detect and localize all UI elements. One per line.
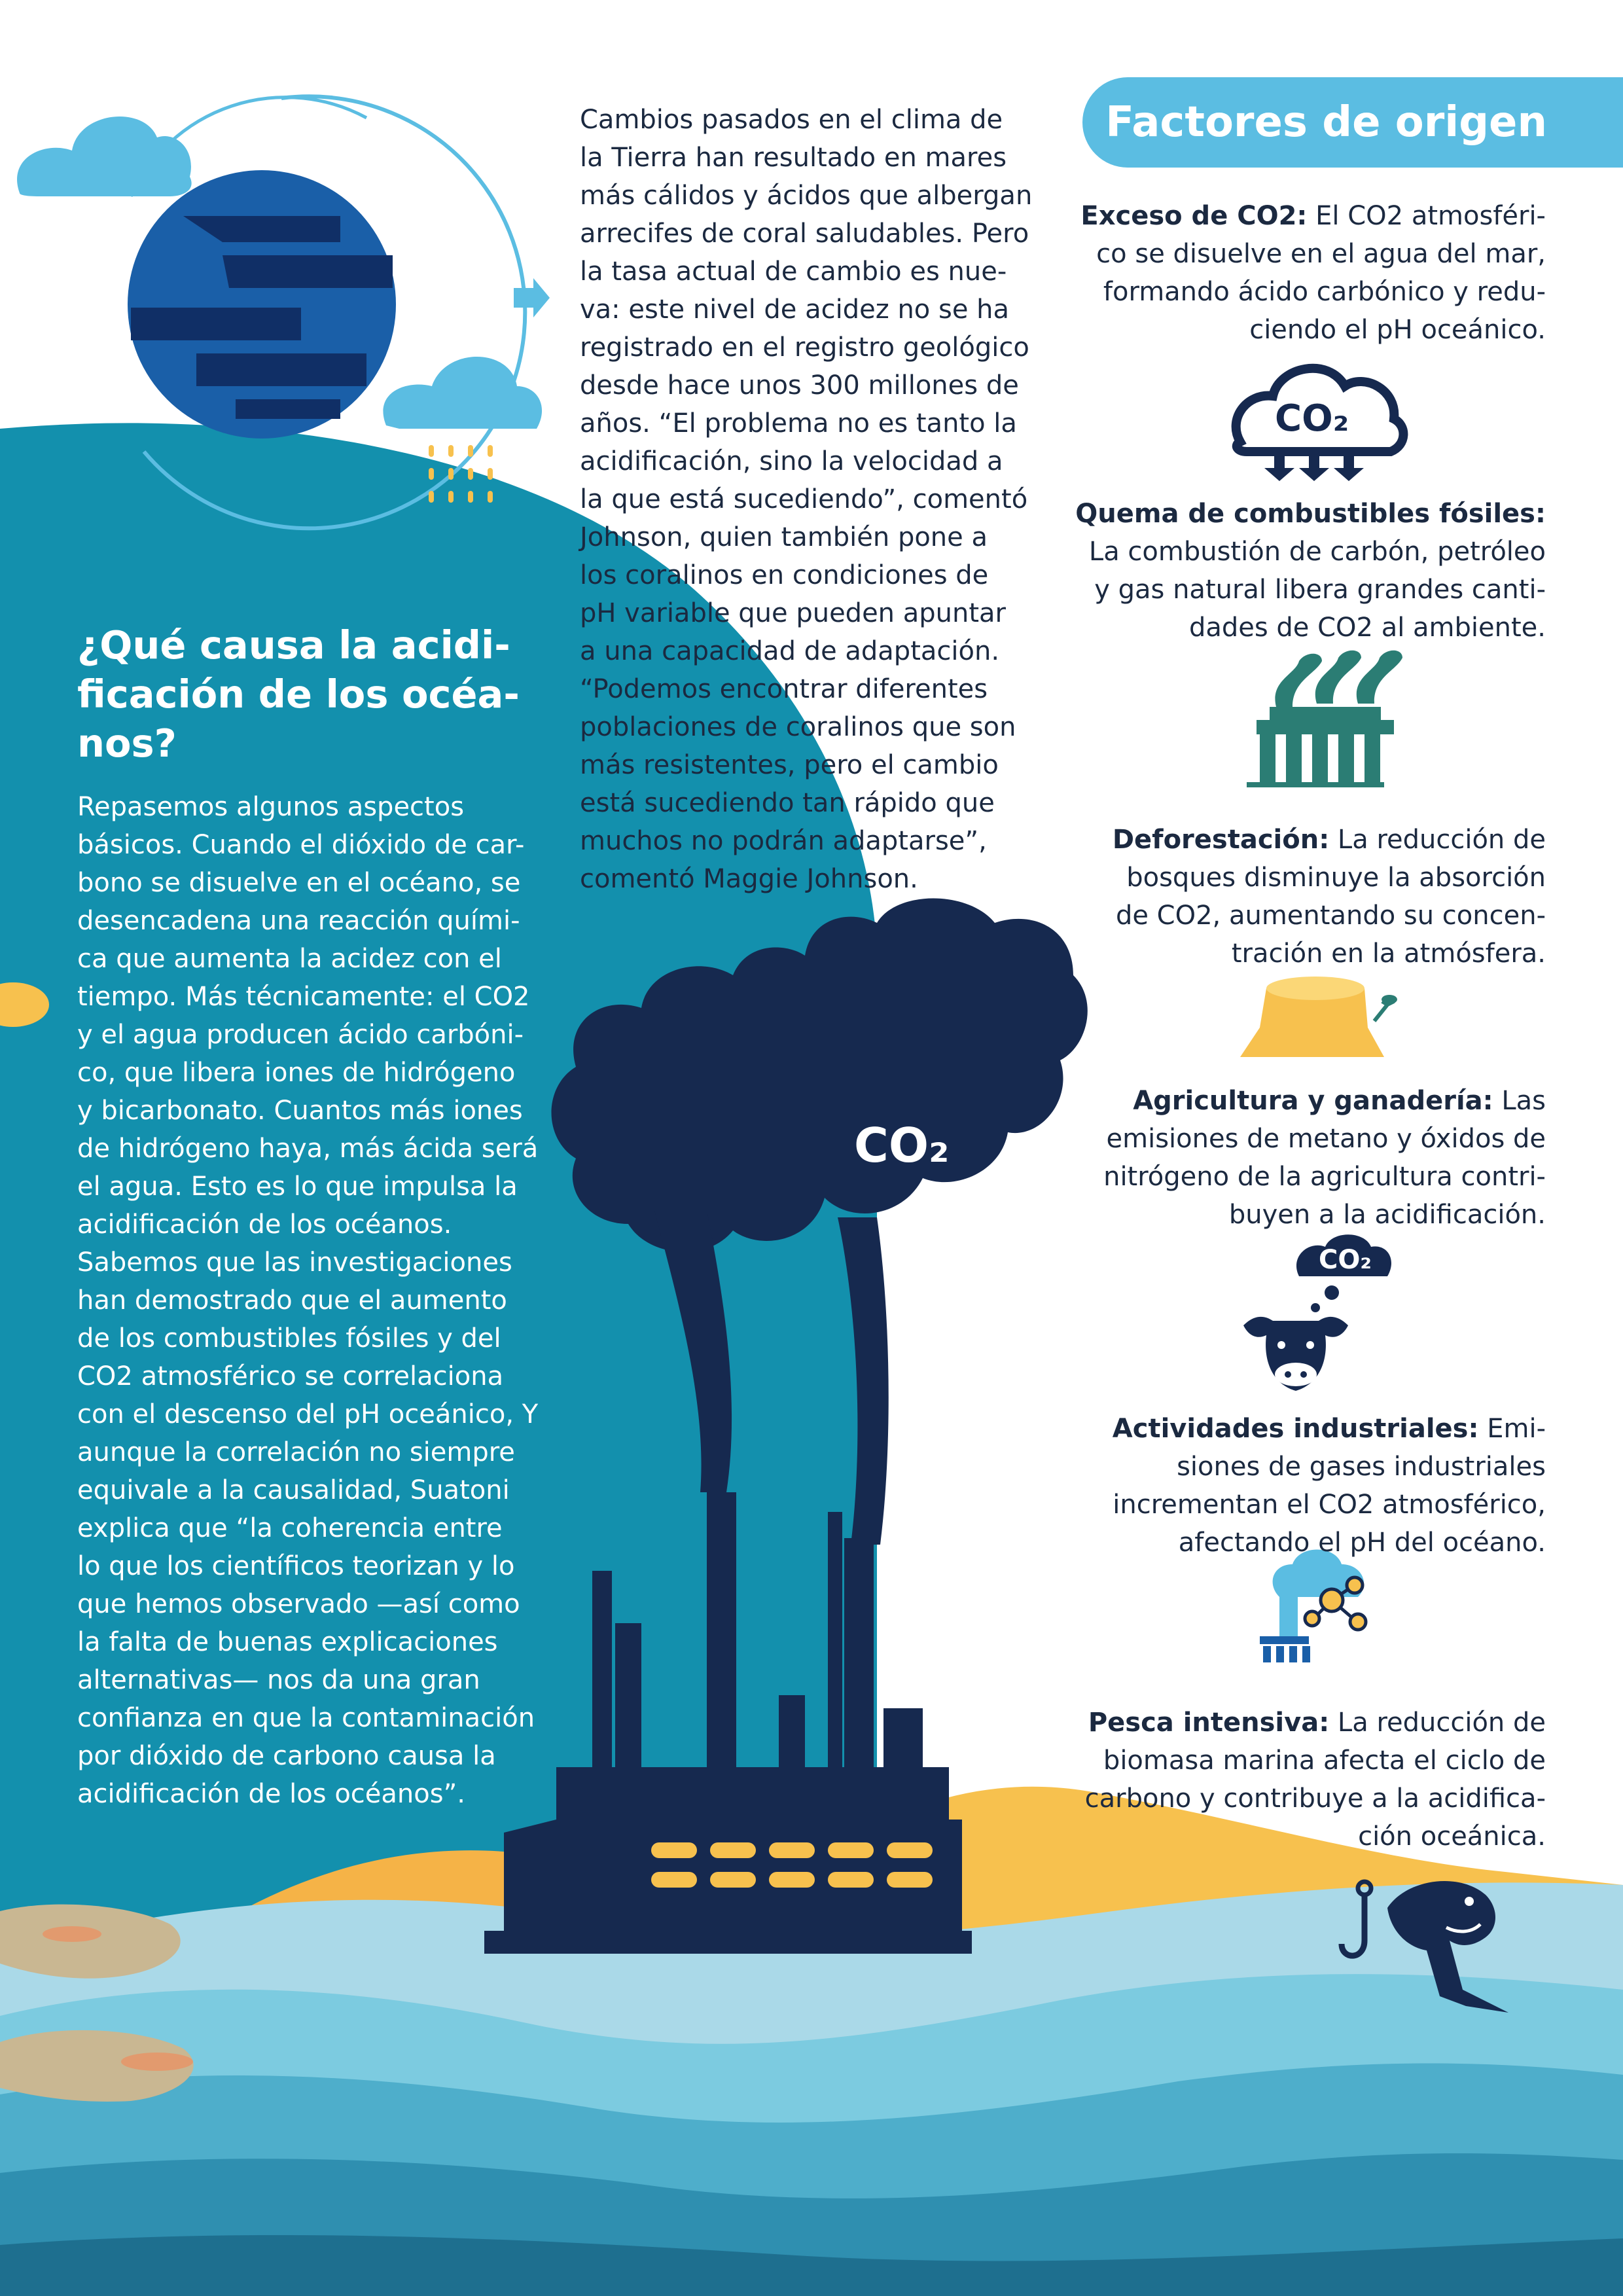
globe-icon	[128, 170, 396, 439]
chimney-1	[707, 1492, 736, 1767]
body-paragraph: Repasemos algunos aspectos básicos. Cuando el dióxido de car- bono se disuelve en el océano, se desencadena una reacción quími- ca que aumenta la acidez con el tiempo. Más técnicamente: el CO2 y el agua producen ácido carbóni- co, que libera iones de hidrógeno y bicarbonato. Cuantos más iones de hidrógeno haya, más ácida será el agua. Esto es lo que impulsa la acidificación de los océanos. Sabemos que las investigaciones han demostrado que el aumento de los combustibles fósiles y del CO2 atmosférico se correlaciona con el descenso del pH oceánico, Y aunque la correlación no siempre equivale a la causalidad, Suatoni explica que “la coherencia entre lo que los científicos teorizan y lo que hemos observado —así como la falta de buenas explicaciones alternativas— nos da una gran confianza en que la contaminación por dióxido de carbono causa la acidificación de los océanos”.	[77, 792, 539, 1809]
svg-text:CO₂: CO₂	[1275, 397, 1349, 440]
industrial-emissions-icon	[1260, 1550, 1366, 1663]
factor-overfishing	[1059, 1704, 1546, 1856]
tree-stump-icon	[1240, 977, 1397, 1057]
factor-text: La reducción de bosques disminuye la absorción de CO2, aumentando su concen- tración en la atmósfera.	[1115, 825, 1546, 969]
factor-fossil-fuels	[1059, 495, 1546, 647]
chimney-3	[592, 1571, 612, 1767]
intro-paragraph: Cambios pasados en el clima de la Tierra han resultado en mares más cálidos y ácidos que albergan arrecifes de coral saludables. Pero la tasa actual de cambio es nue- va: este nivel de acidez no se ha registrado en el registro geológico desde hace unos 300 millones de años. “El problema no es tanto la acidificación, sino la velocidad a la que está sucediendo”, comentó Johnson, quien también pone a los coralinos en condiciones de pH variable que pueden apuntar a una capacidad de adaptación. “Podemos encontrar diferentes poblaciones de coralinos que son más resistentes, pero el cambio está sucediendo tan rápido que muchos no podrán adaptarse”, comentó Maggie Johnson.	[580, 105, 1033, 894]
cloud-icon-top	[17, 117, 192, 196]
factor-title: Actividades industriales:	[1112, 1414, 1479, 1444]
chimney-4	[828, 1512, 842, 1767]
factor-title: Agricultura y ganadería:	[1133, 1086, 1493, 1116]
factor-title: Quema de combustibles fósiles:	[1075, 499, 1546, 529]
factor-title: Pesca intensiva:	[1088, 1708, 1330, 1738]
factor-text: El CO2 atmosféri- co se disuelve en el agua del mar, formando ácido carbónico y redu- ciendo el pH oceánico.	[1096, 201, 1546, 345]
factor-text: La combustión de carbón, petróleo y gas natural libera grandes canti- dades de CO2 al ambiente.	[1088, 537, 1546, 643]
svg-text:CO₂: CO₂	[1319, 1245, 1372, 1275]
factor-title: Exceso de CO2:	[1080, 201, 1308, 231]
factor-text: Emi- siones de gases industriales incrementan el CO2 atmosférico, afectando el pH del océano.	[1113, 1414, 1546, 1558]
factor-excess-co2	[1059, 197, 1546, 349]
factors-banner	[1082, 77, 1623, 168]
factors-banner-title: Factores de origen	[1105, 98, 1547, 147]
tower-3	[883, 1708, 923, 1767]
tower-2	[779, 1695, 805, 1767]
factory-icon	[1247, 651, 1402, 787]
section-heading: ¿Qué causa la acidi- ficación de los océa- nos?	[77, 622, 520, 766]
factory-base	[484, 1767, 972, 1954]
factor-deforestation	[1059, 821, 1546, 973]
tower-1	[615, 1623, 641, 1767]
factor-text: Las emisiones de metano y óxidos de nitrógeno de la agricultura contri- buyen a la acidificación.	[1103, 1086, 1546, 1230]
cow-co2-icon	[1243, 1234, 1391, 1391]
factor-agriculture	[1059, 1082, 1546, 1234]
smoke-co2-label: CO₂	[854, 1118, 950, 1173]
factor-text: La reducción de biomasa marina afecta el ciclo de carbono y contribuye a la acidifica- ción oceánica.	[1084, 1708, 1546, 1852]
small-fish-1	[43, 1926, 101, 1942]
small-fish-2	[121, 2053, 193, 2071]
arrow-icon	[514, 278, 550, 317]
factor-industrial	[1059, 1410, 1546, 1562]
chimney-2	[844, 1538, 874, 1767]
factor-title: Deforestación:	[1112, 825, 1330, 855]
co2-cloud-icon	[1236, 368, 1404, 481]
